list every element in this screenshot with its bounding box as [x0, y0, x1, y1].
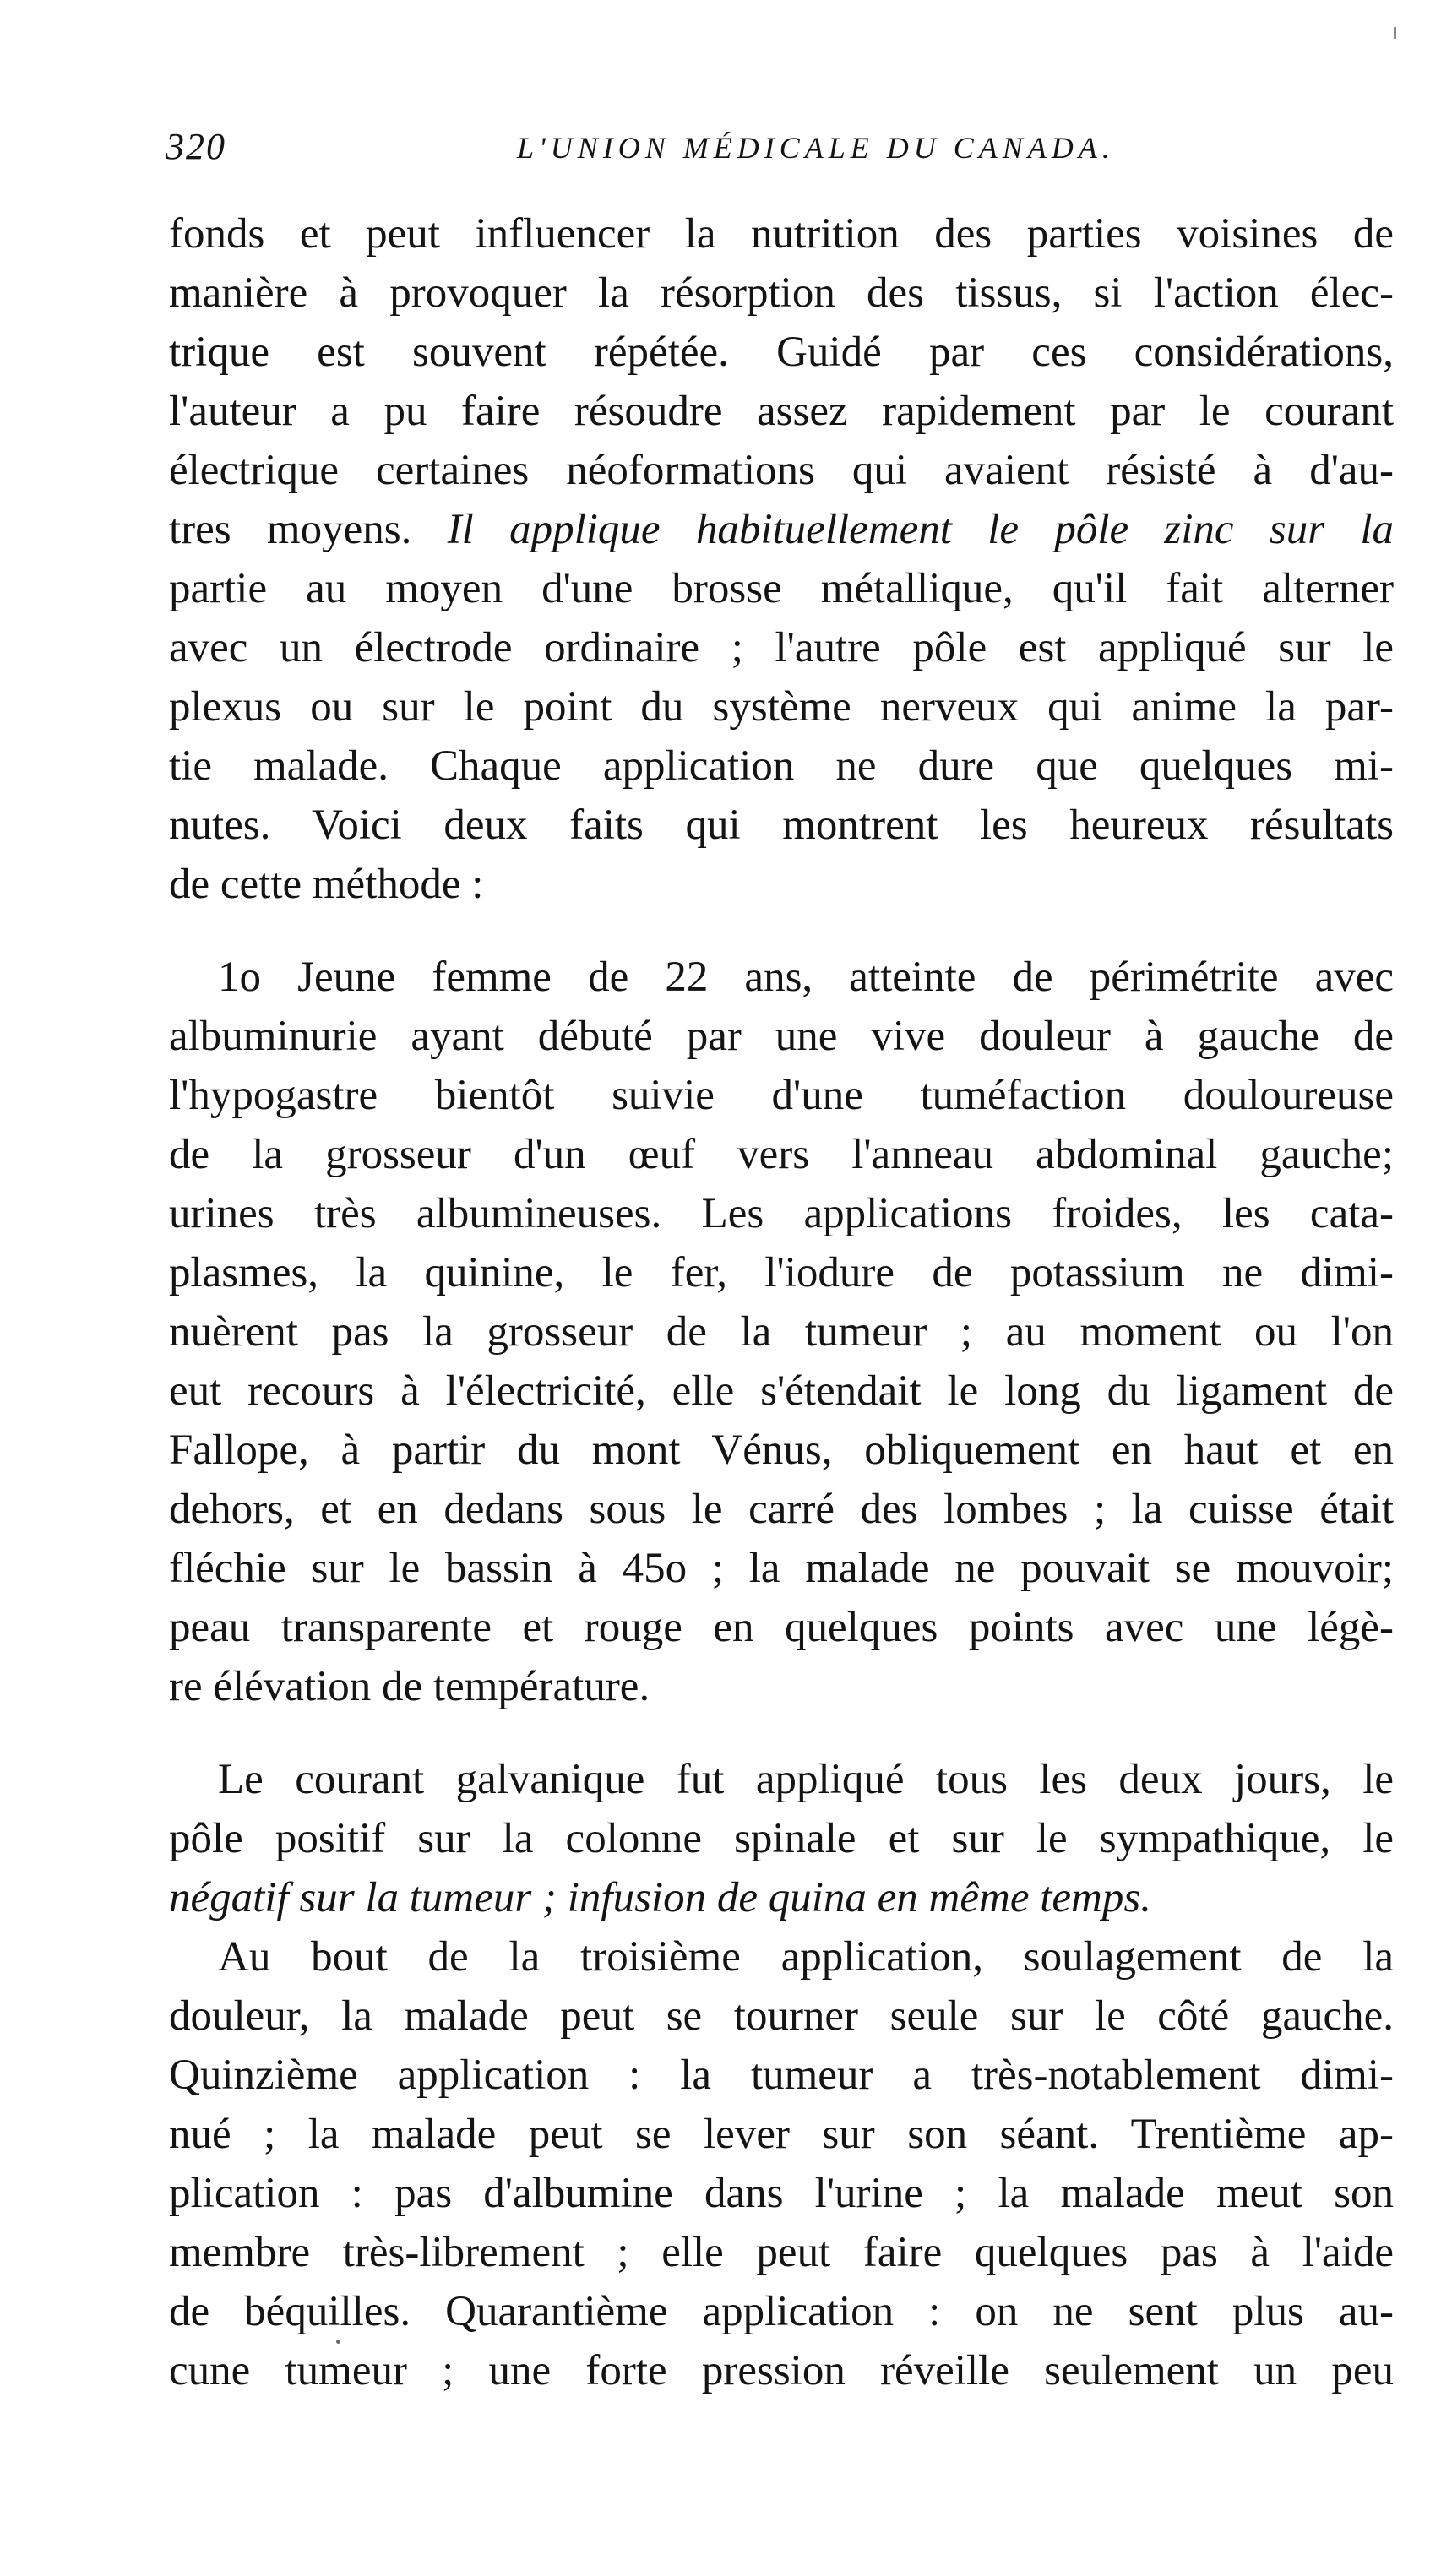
text-line: Fallope, à partir du mont Vénus, obliquement en haut et en — [169, 1427, 1394, 1474]
text-line: Quinzième application : la tumeur a très-notablement dimi- — [169, 2052, 1394, 2099]
text-line: pôle positif sur la colonne spinale et sur le sympathique, le — [169, 1815, 1394, 1862]
text-line: cune tumeur ; une forte pression réveille seulement un peu — [169, 2347, 1394, 2394]
text-line: douleur, la malade peut se tourner seule sur le côté gauche. — [169, 1992, 1394, 2040]
text-line: nutes. Voici deux faits qui montrent les heureux résultats — [169, 802, 1394, 849]
text-line: re élévation de température. — [169, 1663, 650, 1710]
text-segment: tres moyens. — [169, 506, 412, 553]
text-line: fléchie sur le bassin à 45o ; la malade ne pouvait se mouvoir; — [169, 1545, 1394, 1592]
text-line: urines très albumineuses. Les applications froides, les cata- — [169, 1190, 1394, 1237]
text-line: électrique certaines néoformations qui avaient résisté à d'au- — [169, 447, 1394, 494]
text-line: de la grosseur d'un œuf vers l'anneau abdominal gauche; — [169, 1131, 1394, 1178]
text-line: Le courant galvanique fut appliqué tous les deux jours, le — [218, 1756, 1394, 1803]
text-line-italic: négatif sur la tumeur ; infusion de quina en même temps. — [169, 1874, 1151, 1921]
text-line: de cette méthode : — [169, 861, 484, 908]
text-line: peau transparente et rouge en quelques points avec une légè- — [169, 1604, 1394, 1651]
paragraph-treatment — [169, 1750, 1394, 1927]
scan-mark — [1394, 27, 1396, 39]
text-line: de béquilles. Quarantième application : on ne sent plus au- — [169, 2288, 1394, 2335]
ink-speck — [336, 2340, 340, 2344]
text-line: manière à provoquer la résorption des tissus, si l'action élec- — [169, 269, 1394, 317]
text-line: l'hypogastre bientôt suivie d'une tuméfaction douloureuse — [169, 1072, 1394, 1119]
text-line: 1o Jeune femme de 22 ans, atteinte de périmétrite avec — [218, 954, 1394, 1001]
text-line: plexus ou sur le point du système nerveux qui anime la par- — [169, 683, 1394, 731]
text-line: nuèrent pas la grosseur de la tumeur ; au moment ou l'on — [169, 1308, 1394, 1356]
text-line: dehors, et en dedans sous le carré des lombes ; la cuisse était — [169, 1486, 1394, 1533]
text-line: eut recours à l'électricité, elle s'étendait le long du ligament de — [169, 1367, 1394, 1415]
text-line: partie au moyen d'une brosse métallique, qu'il fait alterner — [169, 565, 1394, 612]
text-line: membre très-librement ; elle peut faire quelques pas à l'aide — [169, 2229, 1394, 2276]
text-line: fonds et peut influencer la nutrition des parties voisines de — [169, 210, 1394, 258]
text-line: Au bout de la troisième application, soulagement de la — [218, 1933, 1394, 1981]
paragraph-outcome — [169, 1927, 1394, 2400]
italic-segment: Il applique habituellement le pôle zinc sur la — [447, 506, 1395, 553]
text-line: l'auteur a pu faire résoudre assez rapidement par le courant — [169, 388, 1394, 435]
text-line: tie malade. Chaque application ne dure que quelques mi- — [169, 742, 1394, 790]
page-number: 320 — [166, 126, 226, 167]
paragraph-continuation — [169, 204, 1394, 914]
paragraph-case-one — [169, 948, 1394, 1716]
text-line: avec un électrode ordinaire ; l'autre pôle est appliqué sur le — [169, 624, 1394, 671]
article-body — [169, 204, 1394, 2400]
text-line: trique est souvent répétée. Guidé par ces considérations, — [169, 329, 1394, 376]
text-line: albuminurie ayant débuté par une vive douleur à gauche de — [169, 1013, 1394, 1060]
running-title: L'UNION MÉDICALE DU CANADA. — [517, 131, 1115, 165]
text-line-mixed — [169, 500, 1394, 559]
text-line: plasmes, la quinine, le fer, l'iodure de potassium ne dimi- — [169, 1249, 1394, 1296]
text-line: nué ; la malade peut se lever sur son séant. Trentième ap- — [169, 2111, 1394, 2158]
text-line: plication : pas d'albumine dans l'urine ; la malade meut son — [169, 2170, 1394, 2217]
running-header — [166, 125, 1382, 172]
